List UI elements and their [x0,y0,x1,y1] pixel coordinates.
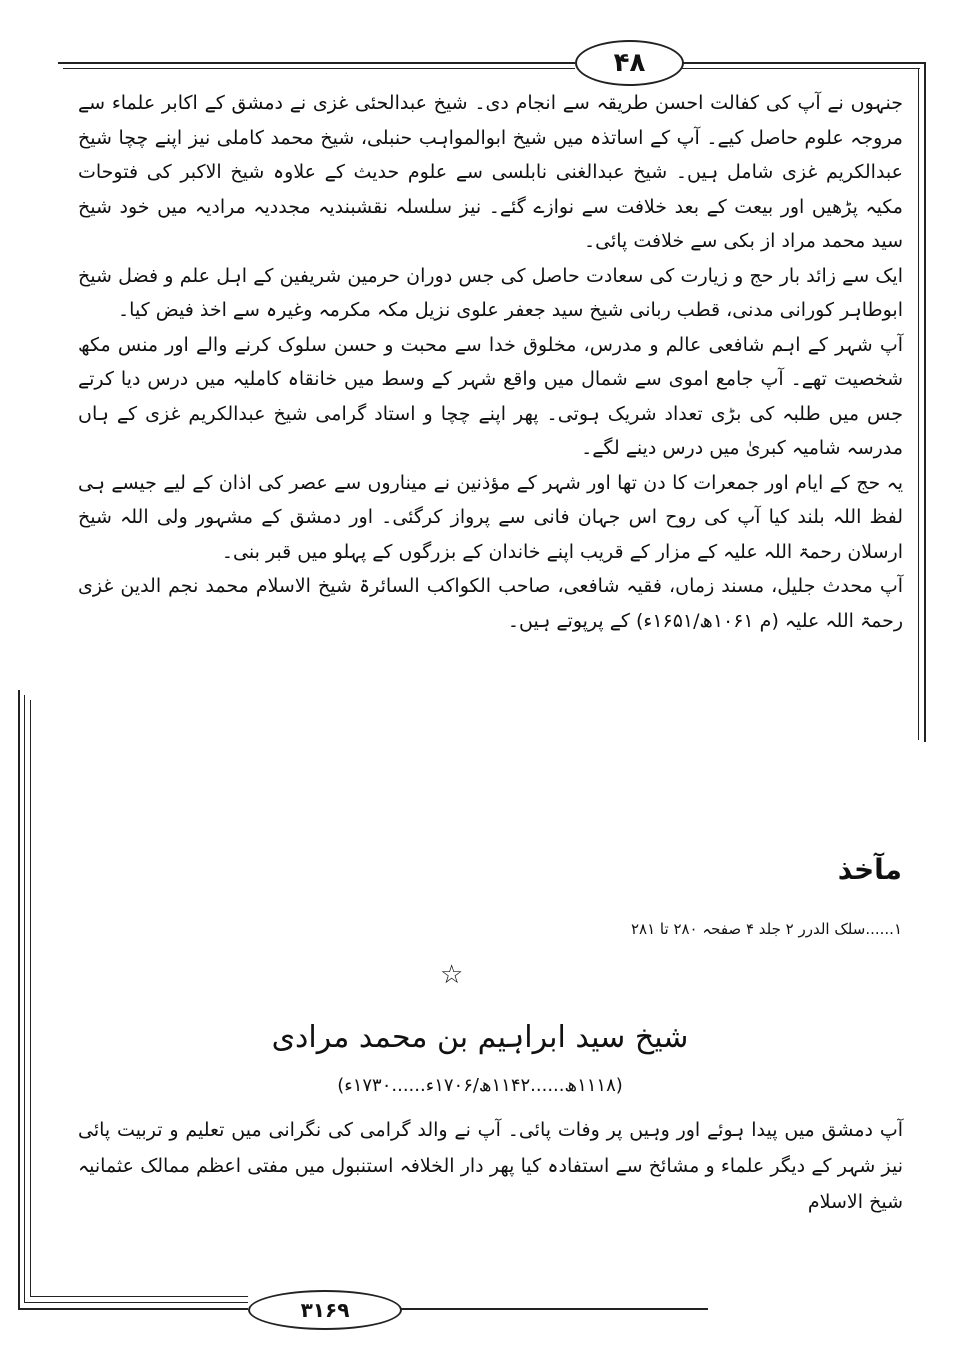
frame-bottom-line-3 [24,1302,248,1303]
frame-left-line-3 [30,700,31,1296]
paragraph-4: یہ حج کے ایام اور جمعرات کا دن تھا اور شہر کے مؤذنین نے میناروں سے عصر کی اذان کے لیے جیسے ہی لفظ اللہ بلند کیا آپ کی روح اس جہان فانی سے پرواز کرگئی۔ اور دمشق کے مشہور ولی اللہ شیخ ارسلان رحمۃ اللہ علیہ کے مزار کے قریب اپنے خاندان کے بزرگوں کے پہلو میں قبر بنی۔ [78,471,903,563]
frame-left-line-2 [24,695,25,1302]
paragraph-3: آپ شہر کے اہم شافعی عالم و مدرس، مخلوق خدا سے محبت و حسن سلوک کرنے والے اور منس مکھ شخصیت تھے۔ آپ جامع اموی سے شمال میں واقع شہر کے وسط میں خانقاہ کاملیہ میں درس دیا کرتے جس میں طلبہ کی بڑی تعداد شریک ہوتی۔ پھر اپنے چچا و استاد گرامی شیخ عبدالکریم غزی کے ہاں مدرسہ شامیہ کبریٰ میں درس دینے لگے۔ [78,333,903,459]
section-title: شیخ سید ابراہیم بن محمد مرادی [271,1020,689,1055]
frame-bottom-line-2 [398,1308,708,1310]
sources-heading: مآخذ [837,853,902,886]
bottom-page-number: ۳۱۶۹ [248,1290,402,1330]
section-paragraph-1: آپ دمشق میں پیدا ہوئے اور وہیں پر وفات پائی۔ آپ نے والد گرامی کی نگرانی میں تعلیم و تربیت پائی نیز شہر کے دیگر علماء و مشائخ سے استفادہ کیا پھر دار الخلافہ استنبول میں مفتی اعظم ممالک عثمانیہ شیخ الاسلام [78,1119,903,1213]
frame-bottom-line-4 [30,1296,248,1297]
paragraph-1: جنہوں نے آپ کی کفالت احسن طریقہ سے انجام دی۔ شیخ عبدالحئی غزی نے دمشق کے اکابر علماء سے مروجہ علوم حاصل کیے۔ آپ کے اساتذہ میں شیخ ابوالمواہب حنبلی، شیخ محمد کاملی نیز اپنے چچا شیخ عبدالکریم غزی شامل ہیں۔ شیخ عبدالغنی نابلسی سے علوم حدیث کے علاوہ شیخ الاکبر کی فتوحات مکیہ پڑھیں اور بیعت کے بعد خلافت سے نوازے گئے۔ نیز سلسلہ نقشبندیہ مجددیہ مرادیہ میں خود شیخ سید محمد مراد از بکی سے خلافت پائی۔ [78,92,903,252]
main-text-block [78,86,903,638]
paragraph-5: آپ محدث جلیل، مسند زماں، فقیہ شافعی، صاحب الکواکب السائرۃ شیخ الاسلام محمد نجم الدین غزی رحمۃ اللہ علیہ (م ۱۰۶۱ھ/۱۶۵۱ء) کے پرپوتے ہیں۔ [78,575,903,632]
frame-bottom-line-1 [18,1308,248,1310]
frame-right-line-2 [918,68,919,740]
frame-right-line-1 [924,62,926,742]
frame-top-line-1 [58,62,575,64]
frame-top-line-3 [63,68,575,69]
frame-top-line-4 [680,68,920,69]
frame-top-line-2 [680,62,925,64]
section-text-block [78,1112,903,1220]
frame-left-line-1 [18,690,20,1308]
section-dates: (۱۱۱۸ھ......۱۱۴۲ھ/۱۷۰۶ء......۱۷۳۰ء) [337,1075,623,1096]
top-page-number: ۴۸ [575,40,684,86]
star-ornament: ☆ [440,960,464,990]
source-item-1: ۱......سلک الدرر ۲ جلد ۴ صفحہ ۲۸۰ تا ۲۸۱ [630,920,902,938]
paragraph-2: ایک سے زائد بار حج و زیارت کی سعادت حاصل کی جس دوران حرمین شریفین کے اہل علم و فضل شیخ ابوطاہر کورانی مدنی، قطب ربانی شیخ سید جعفر علوی نزیل مکہ مکرمہ وغیرہ سے اخذ فیض کیا۔ [78,264,903,321]
